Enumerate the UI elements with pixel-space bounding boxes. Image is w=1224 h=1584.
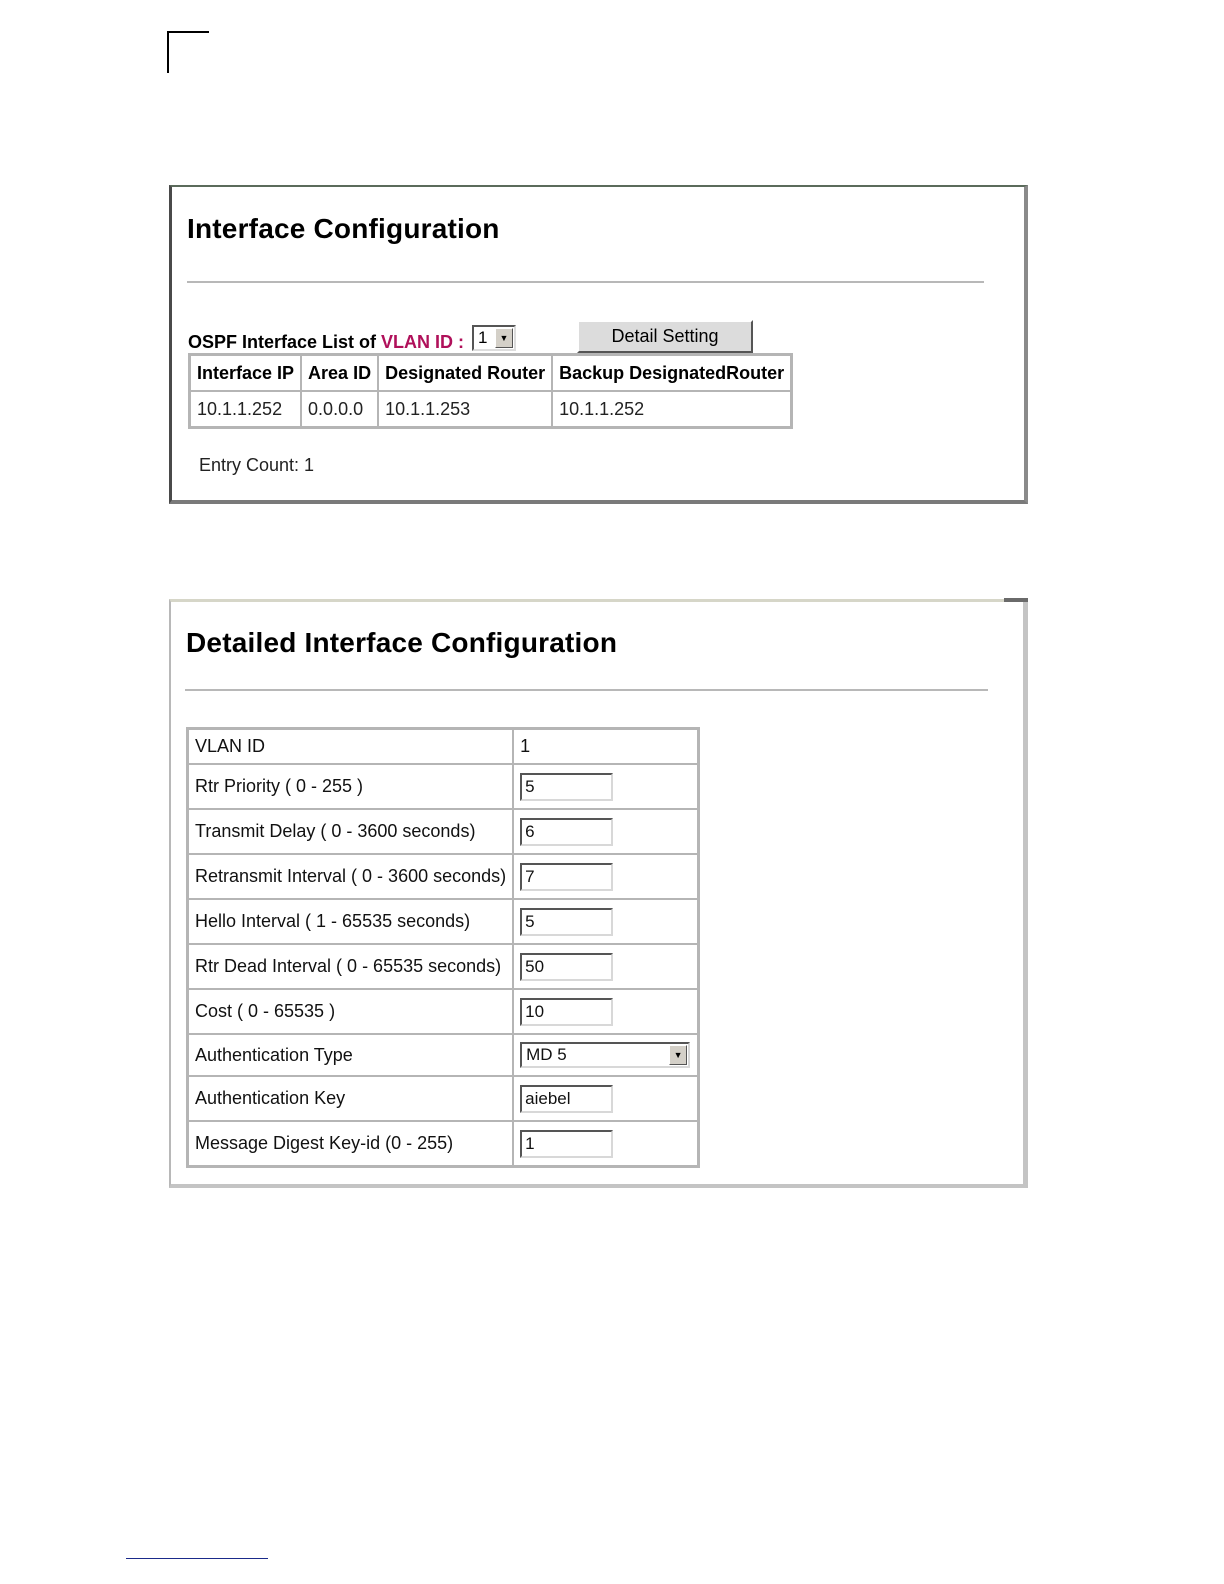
- ospf-interface-table: [188, 353, 793, 429]
- table-row: [188, 944, 698, 989]
- col-area-id: Area ID: [301, 355, 378, 391]
- transmit-delay-cell: [513, 809, 698, 854]
- table-row: [190, 391, 791, 427]
- message-digest-key-id-label: Message Digest Key-id (0 - 255): [188, 1121, 513, 1166]
- hello-interval-cell: [513, 899, 698, 944]
- authentication-key-input[interactable]: aiebel: [520, 1085, 613, 1113]
- entry-count: Entry Count: 1: [199, 455, 315, 475]
- authentication-type-selected-value: MD 5: [526, 1045, 567, 1064]
- crop-mark: [167, 31, 209, 73]
- message-digest-key-id-input[interactable]: 1: [520, 1130, 613, 1158]
- transmit-delay-label: Transmit Delay ( 0 - 3600 seconds): [188, 809, 513, 854]
- col-backup-designated-router: Backup DesignatedRouter: [552, 355, 791, 391]
- hello-interval-label: Hello Interval ( 1 - 65535 seconds): [188, 899, 513, 944]
- cost-input[interactable]: 10: [520, 998, 613, 1026]
- table-row: [188, 809, 698, 854]
- rtr-dead-interval-cell: [513, 944, 698, 989]
- rtr-dead-interval-input[interactable]: 50: [520, 953, 613, 981]
- footer-rule: [126, 1558, 268, 1559]
- authentication-key-label: Authentication Key: [188, 1076, 513, 1121]
- table-header-row: [190, 355, 791, 391]
- detail-settings-table: [186, 727, 700, 1168]
- cell-interface-ip: 10.1.1.252: [190, 391, 301, 427]
- chevron-down-icon[interactable]: ▼: [495, 328, 513, 348]
- chevron-down-icon[interactable]: ▼: [669, 1045, 687, 1065]
- detail-setting-button[interactable]: Detail Setting: [577, 320, 753, 353]
- vlan-id-selected-value: 1: [478, 328, 488, 347]
- table-row: [188, 854, 698, 899]
- rtr-priority-input[interactable]: 5: [520, 773, 613, 801]
- table-row: [188, 764, 698, 809]
- cell-designated-router: 10.1.1.253: [378, 391, 552, 427]
- cell-area-id: 0.0.0.0: [301, 391, 378, 427]
- cell-backup-designated-router: 10.1.1.252: [552, 391, 791, 427]
- vlan-id-label: VLAN ID: [188, 729, 513, 764]
- vlan-id-label: VLAN ID :: [381, 332, 465, 352]
- detailed-interface-configuration-panel: [169, 599, 1028, 1188]
- rtr-dead-interval-label: Rtr Dead Interval ( 0 - 65535 seconds): [188, 944, 513, 989]
- interface-configuration-panel: [169, 185, 1028, 504]
- retransmit-interval-label: Retransmit Interval ( 0 - 3600 seconds): [188, 854, 513, 899]
- cost-cell: [513, 989, 698, 1034]
- col-interface-ip: Interface IP: [190, 355, 301, 391]
- rtr-priority-cell: [513, 764, 698, 809]
- vlan-id-select[interactable]: [472, 325, 516, 351]
- authentication-type-label: Authentication Type: [188, 1034, 513, 1076]
- page-title: Interface Configuration: [187, 213, 500, 244]
- panel-corner-tab: [1004, 598, 1028, 602]
- cost-label: Cost ( 0 - 65535 ): [188, 989, 513, 1034]
- vlan-id-value: 1: [513, 729, 698, 764]
- table-row: [188, 989, 698, 1034]
- rtr-priority-label: Rtr Priority ( 0 - 255 ): [188, 764, 513, 809]
- authentication-type-cell: [513, 1034, 698, 1076]
- list-label-text: OSPF Interface List of: [188, 332, 382, 352]
- col-designated-router: Designated Router: [378, 355, 552, 391]
- page-title: Detailed Interface Configuration: [186, 627, 618, 658]
- message-digest-key-id-cell: [513, 1121, 698, 1166]
- ospf-interface-list-label: [188, 332, 464, 353]
- table-row: [188, 1076, 698, 1121]
- retransmit-interval-cell: [513, 854, 698, 899]
- transmit-delay-input[interactable]: 6: [520, 818, 613, 846]
- authentication-type-select[interactable]: [520, 1042, 690, 1068]
- authentication-key-cell: [513, 1076, 698, 1121]
- hello-interval-input[interactable]: 5: [520, 908, 613, 936]
- table-row: [188, 1034, 698, 1076]
- table-row: [188, 899, 698, 944]
- divider: [187, 281, 984, 283]
- divider: [185, 689, 988, 691]
- table-row: [188, 729, 698, 764]
- retransmit-interval-input[interactable]: 7: [520, 863, 613, 891]
- table-row: [188, 1121, 698, 1166]
